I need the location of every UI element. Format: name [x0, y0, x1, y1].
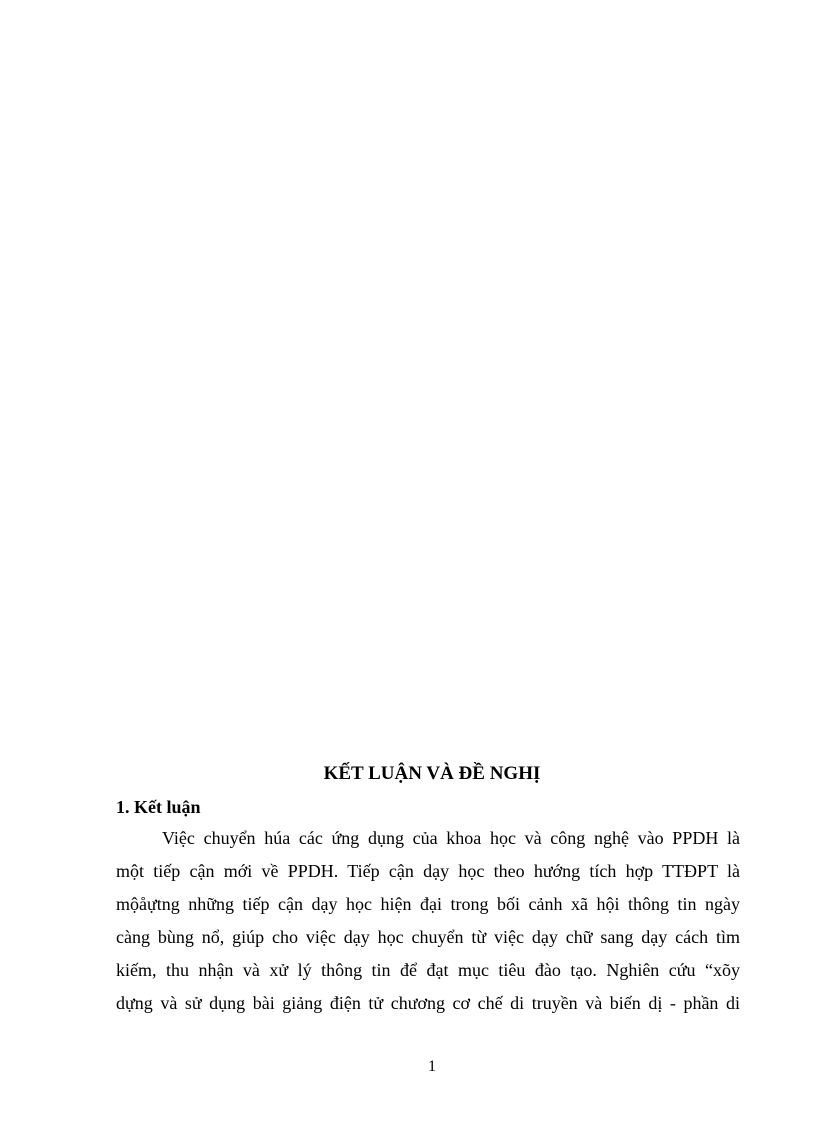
- paragraph-line: kiếm, thu nhận và xử lý thông tin để đạt mục tiêu đào tạo. Nghiên cứu “xõy: [116, 960, 740, 980]
- document-heading: KẾT LUẬN VÀ ĐỀ NGHỊ: [323, 763, 541, 784]
- paragraph-line: càng bùng nổ, giúp cho việc dạy học chuyển từ việc dạy chữ sang dạy cách tìm: [116, 927, 740, 947]
- section-title: 1. Kết luận: [116, 797, 201, 817]
- paragraph-line: một tiếp cận mới về PPDH. Tiếp cận dạy học theo hướng tích hợp TTĐPT là: [116, 861, 740, 881]
- paragraph-line: Việc chuyển húa các ứng dụng của khoa học và công nghệ vào PPDH là: [162, 828, 740, 848]
- paragraph: [116, 822, 740, 1020]
- paragraph-line: dựng và sử dụng bài giảng điện tử chương cơ chế di truyền và biến dị - phần di: [116, 993, 740, 1013]
- page-number: 1: [428, 1058, 436, 1075]
- paragraph-line: mộåựtng những tiếp cận dạy học hiện đại trong bối cảnh xã hội thông tin ngày: [116, 894, 740, 914]
